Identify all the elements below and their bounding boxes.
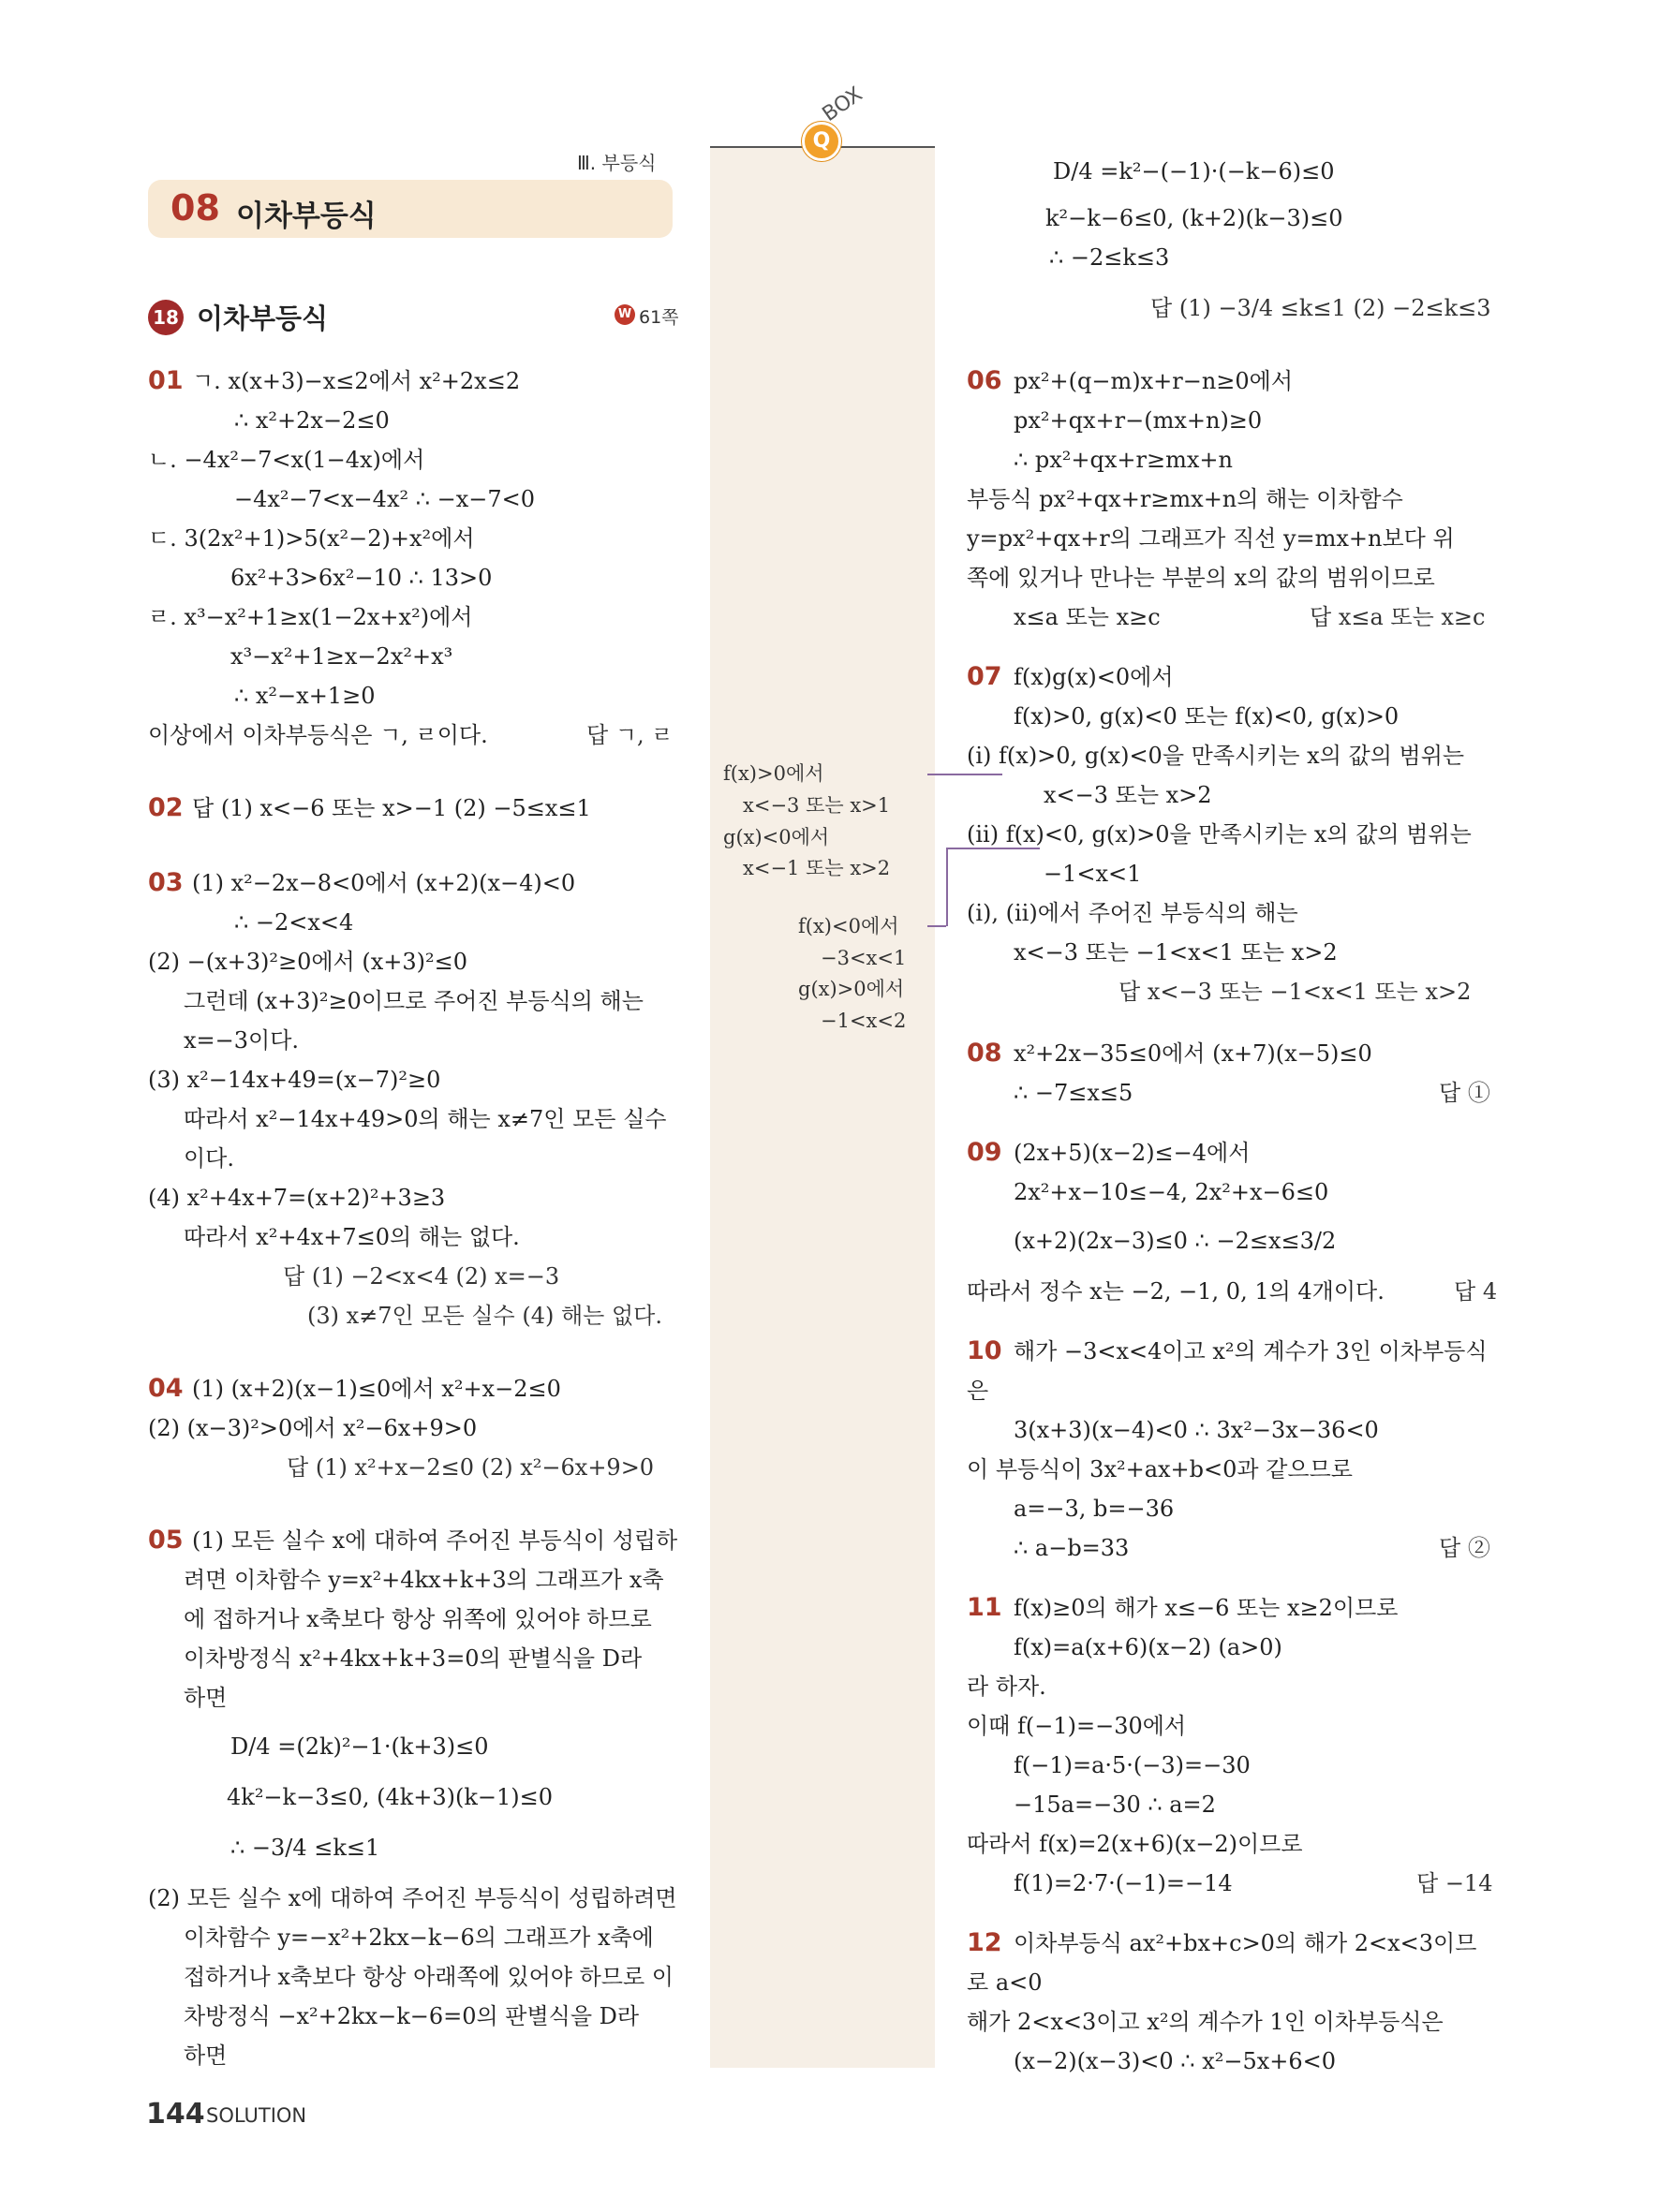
solution-line: (2) −(x+3)²≥0에서 (x+3)²≤0 [148, 949, 468, 975]
answer-03: 답 (1) −2<x<4 (2) x=−3 [283, 1263, 560, 1290]
solution-line: 그런데 (x+3)²≥0이므로 주어진 부등식의 해는 [184, 988, 644, 1014]
solution-line: (4) x²+4x+7=(x+2)²+3≥3 [148, 1185, 446, 1211]
solution-line: 쪽에 있거나 만나는 부분의 x의 값의 범위이므로 [967, 565, 1435, 591]
solution-line: 해가 −3<x<4이고 x²의 계수가 3인 이차부등식 [1014, 1338, 1488, 1364]
qbox-connector-line [927, 774, 1002, 775]
solution-line: 6x²+3>6x²−10 ∴ 13>0 [230, 565, 493, 591]
solution-line: ∴ x²+2x−2≤0 [234, 407, 390, 434]
solution-line: ∴ x²−x+1≥0 [234, 683, 376, 709]
part-label: Ⅲ. 부등식 [577, 152, 657, 174]
solution-line: 부등식 px²+qx+r≥mx+n의 해는 이차함수 [967, 486, 1403, 512]
qbox-connector-line [946, 848, 948, 926]
answer-01: 답 ㄱ, ㄹ [586, 722, 674, 748]
solution-line: ∴ −3/4 ≤k≤1 [230, 1835, 380, 1861]
solution-line: y=px²+qx+r의 그래프가 직선 y=mx+n보다 위 [967, 525, 1455, 552]
qbox-note1-line: x<−3 또는 x>1 [743, 794, 891, 817]
solution-line: ∴ a−b=33 [1014, 1535, 1130, 1561]
answer-09: 답 4 [1454, 1278, 1498, 1305]
solution-line: 따라서 f(x)=2(x+6)(x−2)이므로 [967, 1831, 1303, 1857]
solution-line: 4k²−k−3≤0, (4k+3)(k−1)≤0 [227, 1784, 554, 1810]
solution-line: 해가 2<x<3이고 x²의 계수가 1인 이차부등식은 [967, 2009, 1444, 2035]
solution-line: (2) (x−3)²>0에서 x²−6x+9>0 [148, 1415, 478, 1441]
section-title: 이차부등식 [197, 302, 329, 334]
solution-line: x≤a 또는 x≥c [1014, 604, 1161, 630]
solution-line: a=−3, b=−36 [1014, 1496, 1175, 1522]
problem-number-11: 11 [967, 1593, 1002, 1622]
chapter-banner [148, 180, 673, 238]
qbox-note2-line: g(x)>0에서 [798, 978, 905, 1000]
problem-number-12: 12 [967, 1928, 1002, 1957]
answer-08: 답 ① [1439, 1080, 1490, 1106]
solution-line: 2x²+x−10≤−4, 2x²+x−6≤0 [1014, 1179, 1329, 1205]
qbox-connector-line [927, 925, 946, 927]
solution-line: f(x)>0, g(x)<0 또는 f(x)<0, g(x)>0 [1014, 703, 1400, 730]
qbox-note1-line: f(x)>0에서 [723, 762, 824, 785]
solution-line: 이차부등식 ax²+bx+c>0의 해가 2<x<3이므 [1014, 1930, 1477, 1956]
answer-02: 답 (1) x<−6 또는 x>−1 (2) −5≤x≤1 [192, 795, 591, 821]
solution-line: 접하거나 x축보다 항상 아래쪽에 있어야 하므로 이 [184, 1964, 674, 1990]
solution-line: (1) (x+2)(x−1)≤0에서 x²+x−2≤0 [192, 1376, 561, 1402]
solution-line: f(x)≥0의 해가 x≤−6 또는 x≥2이므로 [1014, 1595, 1399, 1621]
solution-line: (2) 모든 실수 x에 대하여 주어진 부등식이 성립하려면 [148, 1885, 677, 1911]
solution-line: (x−2)(x−3)<0 ∴ x²−5x+6<0 [1014, 2048, 1337, 2074]
qbox-label: BOX [818, 82, 867, 126]
solution-line: x<−3 또는 −1<x<1 또는 x>2 [1014, 939, 1338, 966]
qbox-column [710, 148, 935, 2068]
answer-10: 답 ② [1439, 1535, 1490, 1561]
solution-line: ㄴ. −4x²−7<x(1−4x)에서 [148, 447, 425, 473]
solution-line: ∴ px²+qx+r≥mx+n [1014, 447, 1233, 473]
solution-line: x²+2x−35≤0에서 (x+7)(x−5)≤0 [1014, 1040, 1372, 1067]
solution-line: 이다. [184, 1145, 234, 1172]
solution-line: (3) x²−14x+49=(x−7)²≥0 [148, 1067, 441, 1093]
solution-line: −4x²−7<x−4x² ∴ −x−7<0 [234, 486, 536, 512]
solution-line: 려면 이차함수 y=x²+4kx+k+3의 그래프가 x축 [184, 1567, 664, 1593]
solution-line: 이상에서 이차부등식은 ㄱ, ㄹ이다. [148, 722, 488, 748]
answer-03: (3) x≠7인 모든 실수 (4) 해는 없다. [307, 1303, 662, 1329]
chapter-title: 이차부등식 [236, 199, 377, 233]
solution-line: 에 접하거나 x축보다 항상 위쪽에 있어야 하므로 [184, 1606, 652, 1632]
answer-05: 답 (1) −3/4 ≤k≤1 (2) −2≤k≤3 [1150, 295, 1491, 321]
solution-line: (1) 모든 실수 x에 대하여 주어진 부등식이 성립하 [192, 1527, 678, 1554]
problem-number-10: 10 [967, 1336, 1002, 1365]
footer-label: SOLUTION [206, 2104, 307, 2127]
solution-line: ∴ −7≤x≤5 [1014, 1080, 1133, 1106]
answer-07: 답 x<−3 또는 −1<x<1 또는 x>2 [1118, 979, 1472, 1005]
answer-06: 답 x≤a 또는 x≥c [1310, 604, 1486, 630]
chapter-number: 08 [170, 187, 220, 229]
solution-line: px²+(q−m)x+r−n≥0에서 [1014, 368, 1294, 394]
solution-line: 은 [967, 1378, 989, 1404]
problem-number-08: 08 [967, 1039, 1002, 1068]
problem-number-03: 03 [148, 868, 184, 897]
solution-line: x³−x²+1≥x−2x²+x³ [230, 643, 453, 670]
problem-number-07: 07 [967, 662, 1002, 691]
solution-line: 하면 [184, 1685, 228, 1711]
solution-line: f(−1)=a·5·(−3)=−30 [1014, 1752, 1251, 1778]
solution-line: −1<x<1 [1044, 861, 1142, 887]
qbox-note1-line: x<−1 또는 x>2 [743, 857, 891, 879]
solution-line: (x+2)(2x−3)≤0 ∴ −2≤x≤3/2 [1014, 1228, 1337, 1254]
solution-line: (ⅰ), (ⅱ)에서 주어진 부등식의 해는 [967, 900, 1298, 926]
answer-04: 답 (1) x²+x−2≤0 (2) x²−6x+9>0 [287, 1454, 655, 1481]
solution-line: (ⅱ) f(x)<0, g(x)>0을 만족시키는 x의 값의 범위는 [967, 821, 1472, 848]
problem-number-09: 09 [967, 1138, 1002, 1167]
solution-line: ㄹ. x³−x²+1≥x(1−2x+x²)에서 [148, 604, 473, 630]
solution-line: 이차함수 y=−x²+2kx−k−6의 그래프가 x축에 [184, 1924, 654, 1951]
solution-line: 로 a<0 [967, 1969, 1043, 1996]
solution-line: f(x)=a(x+6)(x−2) (a>0) [1014, 1634, 1282, 1660]
solution-line: −15a=−30 ∴ a=2 [1014, 1792, 1216, 1818]
solution-line: f(x)g(x)<0에서 [1014, 664, 1174, 690]
answer-11: 답 −14 [1416, 1870, 1493, 1896]
solution-line: (2x+5)(x−2)≤−4에서 [1014, 1140, 1251, 1166]
solution-line: px²+qx+r−(mx+n)≥0 [1014, 407, 1263, 434]
solution-line: 따라서 x²−14x+49>0의 해는 x≠7인 모든 실수 [184, 1106, 667, 1132]
problem-number-02: 02 [148, 793, 184, 822]
solution-line: 이 부등식이 3x²+ax+b<0과 같으므로 [967, 1456, 1353, 1482]
problem-number-01: 01 [148, 366, 184, 395]
qbox-q-letter: Q [812, 129, 831, 153]
solution-line: ㄱ. x(x+3)−x≤2에서 x²+2x≤2 [192, 368, 521, 394]
solution-line: k²−k−6≤0, (k+2)(k−3)≤0 [1045, 205, 1343, 231]
page-number: 144 [146, 2098, 205, 2131]
solution-line: x=−3이다. [184, 1027, 300, 1054]
qbox-note2-line: f(x)<0에서 [798, 915, 899, 937]
solution-line: ∴ −2<x<4 [234, 909, 354, 936]
section-number-badge: 18 [148, 300, 184, 335]
solution-line: 이차방정식 x²+4kx+k+3=0의 판별식을 D라 [184, 1645, 643, 1672]
problem-number-06: 06 [967, 366, 1002, 395]
workbook-icon: W [615, 304, 635, 325]
solution-line: x<−3 또는 x>2 [1044, 782, 1212, 808]
qbox-note2-line: −3<x<1 [821, 947, 907, 969]
page-reference: 61쪽 [639, 307, 679, 328]
solution-line: 이때 f(−1)=−30에서 [967, 1713, 1187, 1739]
solution-line: ㄷ. 3(2x²+1)>5(x²−2)+x²에서 [148, 525, 475, 552]
solution-line: 3(x+3)(x−4)<0 ∴ 3x²−3x−36<0 [1014, 1417, 1379, 1443]
solution-line: 차방정식 −x²+2kx−k−6=0의 판별식을 D라 [184, 2003, 640, 2029]
solution-line: (1) x²−2x−8<0에서 (x+2)(x−4)<0 [192, 870, 576, 896]
solution-line: 하면 [184, 2042, 228, 2069]
problem-number-04: 04 [148, 1374, 184, 1403]
solution-line: (ⅰ) f(x)>0, g(x)<0을 만족시키는 x의 값의 범위는 [967, 743, 1465, 769]
solution-line: 따라서 x²+4x+7≤0의 해는 없다. [184, 1224, 520, 1250]
solution-line: 따라서 정수 x는 −2, −1, 0, 1의 4개이다. [967, 1278, 1385, 1305]
problem-number-05: 05 [148, 1526, 184, 1555]
solution-line: f(1)=2·7·(−1)=−14 [1014, 1870, 1233, 1896]
solution-line: D/4 =k²−(−1)·(−k−6)≤0 [1053, 158, 1335, 184]
qbox-note1-line: g(x)<0에서 [723, 826, 830, 848]
solution-line: D/4 =(2k)²−1·(k+3)≤0 [230, 1733, 489, 1760]
solution-line: ∴ −2≤k≤3 [1049, 244, 1170, 271]
qbox-note2-line: −1<x<2 [821, 1010, 907, 1032]
solution-line: 라 하자. [967, 1674, 1046, 1700]
